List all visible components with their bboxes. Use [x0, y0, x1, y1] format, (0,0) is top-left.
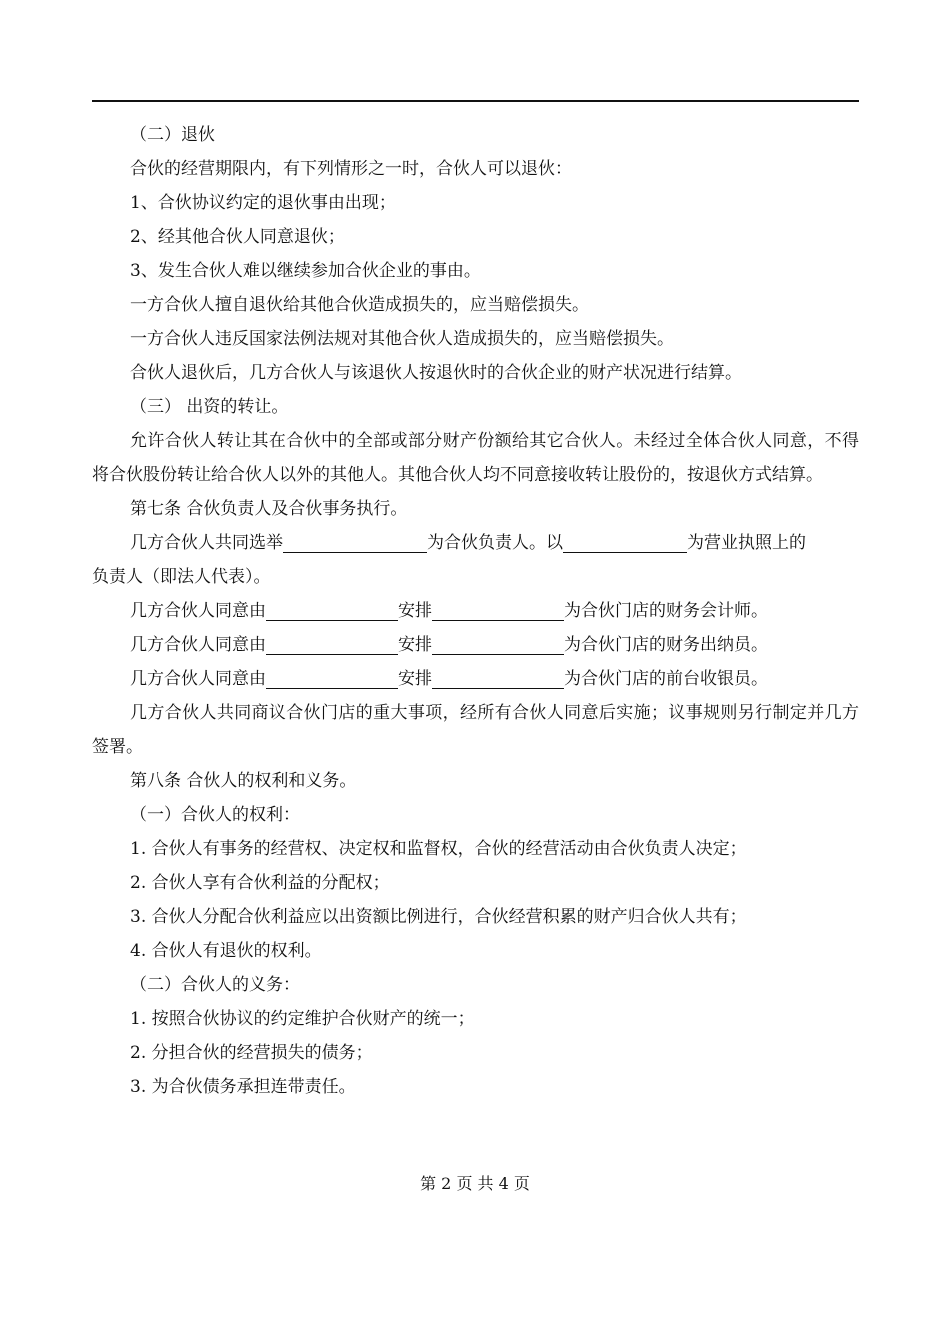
- accountant-role: 为合伙门店的财务会计师。: [564, 601, 768, 621]
- article7-election-line: [92, 526, 859, 560]
- transfer-body: 允许合伙人转让其在合伙中的全部或部分财产份额给其它合伙人。未经过全体合伙人同意，不得将合伙股份转让给合伙人以外的其他人。其他合伙人均不同意接收转让股份的，按退伙方式结算。: [92, 431, 859, 485]
- duties-heading: （二）合伙人的义务：: [130, 975, 300, 995]
- reception-assigner-blank[interactable]: [266, 668, 398, 689]
- withdrawal-intro: 合伙的经营期限内，有下列情形之一时，合伙人可以退伙：: [130, 159, 572, 179]
- cashier-role: 为合伙门店的财务出纳员。: [564, 635, 768, 655]
- duties-item-3: 3. 为合伙债务承担连带责任。: [130, 1077, 356, 1097]
- rights-item-2: 2. 合伙人享有合伙利益的分配权；: [130, 873, 390, 893]
- arrange-text: 安排: [398, 635, 432, 655]
- accountant-name-blank[interactable]: [432, 600, 564, 621]
- withdrawal-paragraph-2: 一方合伙人违反国家法例法规对其他合伙人造成损失的，应当赔偿损失。: [130, 329, 674, 349]
- rights-heading: （一）合伙人的权利：: [130, 805, 300, 825]
- cashier-line: [92, 628, 859, 662]
- section-withdrawal-heading: （二）退伙: [130, 125, 215, 145]
- rights-item-3: 3. 合伙人分配合伙利益应以出资额比例进行，合伙经营积累的财产归合伙人共有；: [130, 907, 747, 927]
- article8-heading: 第八条 合伙人的权利和义务。: [130, 771, 357, 791]
- header-rule: [92, 100, 859, 102]
- arrange-text: 安排: [398, 601, 432, 621]
- major-matters-paragraph: 几方合伙人共同商议合伙门店的重大事项，经所有合伙人同意后实施；议事规则另行制定并几方签署。: [92, 703, 859, 757]
- withdrawal-item-1: 1、合伙协议约定的退伙事由出现；: [130, 193, 396, 213]
- document-body: [92, 118, 859, 1104]
- accountant-line: [92, 594, 859, 628]
- cashier-name-blank[interactable]: [432, 634, 564, 655]
- withdrawal-item-2: 2、经其他合伙人同意退伙；: [130, 227, 345, 247]
- election-text-c: 为营业执照上的: [687, 533, 806, 553]
- reception-role: 为合伙门店的前台收银员。: [564, 669, 768, 689]
- agree-prefix: 几方合伙人同意由: [130, 635, 266, 655]
- reception-line: [92, 662, 859, 696]
- legal-representative-blank[interactable]: [563, 532, 687, 553]
- rights-item-4: 4. 合伙人有退伙的权利。: [130, 941, 322, 961]
- responsible-person-blank[interactable]: [283, 532, 427, 553]
- duties-item-1: 1. 按照合伙协议的约定维护合伙财产的统一；: [130, 1009, 475, 1029]
- rights-item-1: 1. 合伙人有事务的经营权、决定权和监督权，合伙的经营活动由合伙负责人决定；: [130, 839, 747, 859]
- reception-name-blank[interactable]: [432, 668, 564, 689]
- cashier-assigner-blank[interactable]: [266, 634, 398, 655]
- election-text-a: 几方合伙人共同选举: [130, 533, 283, 553]
- article7-election-continuation: 负责人（即法人代表）。: [92, 567, 271, 587]
- agree-prefix: 几方合伙人同意由: [130, 669, 266, 689]
- election-text-b: 为合伙负责人。以: [427, 533, 563, 553]
- agree-prefix: 几方合伙人同意由: [130, 601, 266, 621]
- page-number: 第 2 页 共 4 页: [420, 1174, 530, 1193]
- arrange-text: 安排: [398, 669, 432, 689]
- article7-heading: 第七条 合伙负责人及合伙事务执行。: [130, 499, 408, 519]
- accountant-assigner-blank[interactable]: [266, 600, 398, 621]
- withdrawal-item-3: 3、发生合伙人难以继续参加合伙企业的事由。: [130, 261, 481, 281]
- duties-item-2: 2. 分担合伙的经营损失的债务；: [130, 1043, 373, 1063]
- section-transfer-heading: （三） 出资的转让。: [130, 397, 289, 417]
- withdrawal-paragraph-3: 合伙人退伙后，几方合伙人与该退伙人按退伙时的合伙企业的财产状况进行结算。: [130, 363, 742, 383]
- withdrawal-paragraph-1: 一方合伙人擅自退伙给其他合伙造成损失的，应当赔偿损失。: [130, 295, 589, 315]
